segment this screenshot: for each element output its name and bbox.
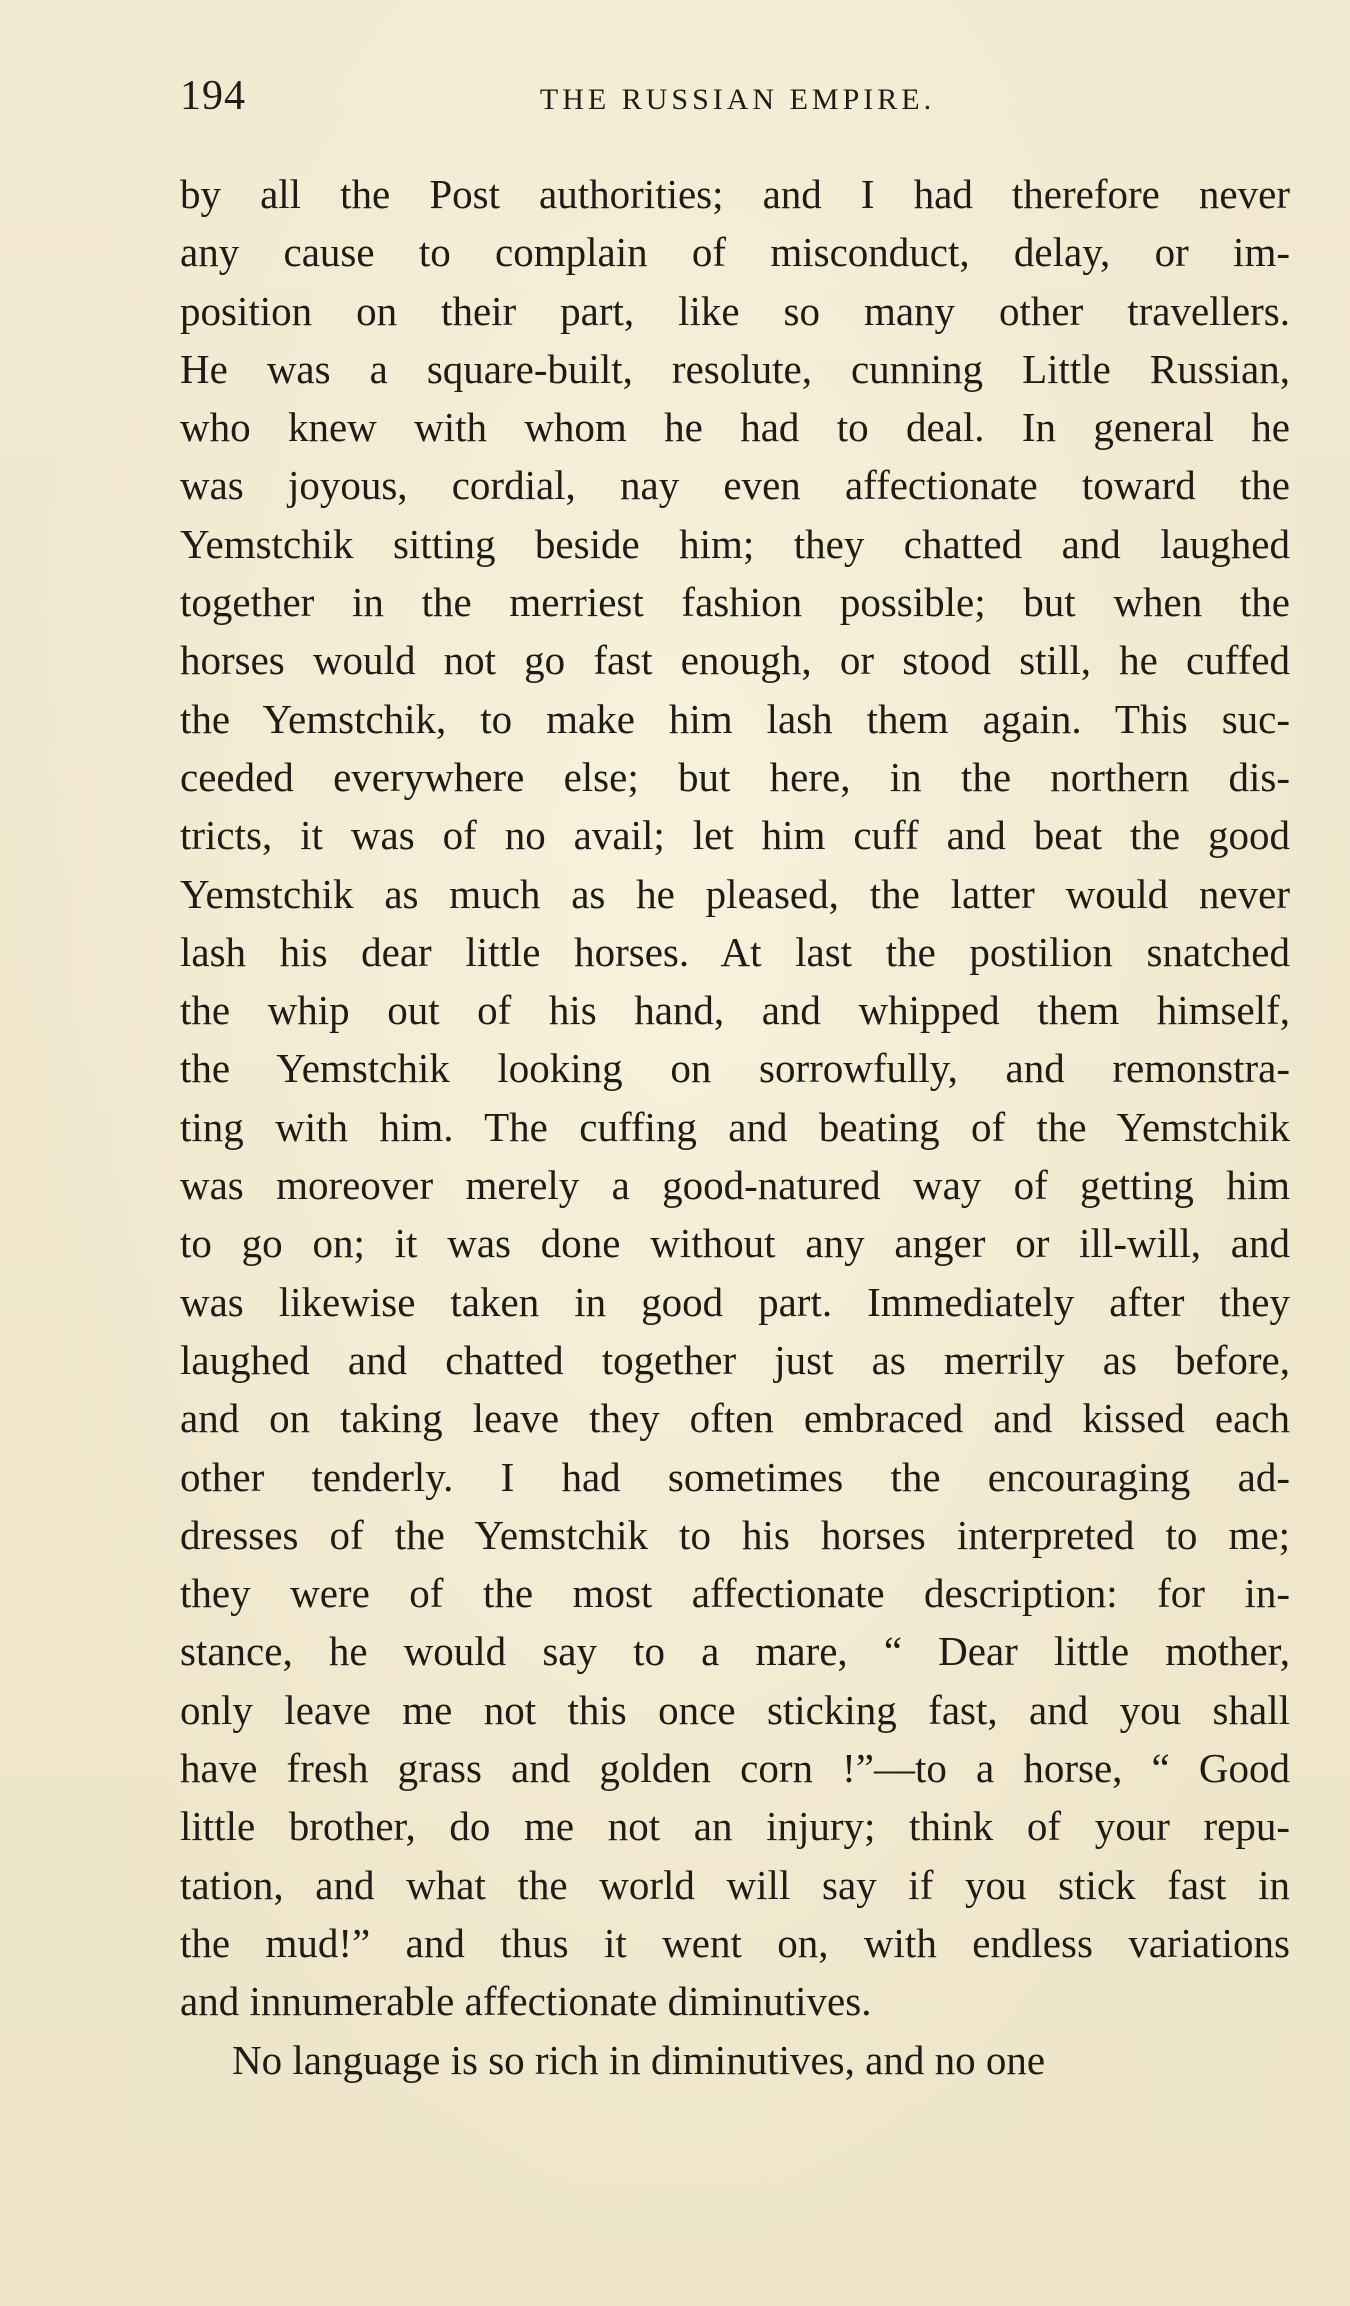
text-line: and innumerable affectionate diminutives. [180,1978,872,2025]
text-line: the mud!” and thus it went on, with endless variations [180,1919,1290,1966]
text-line: laughed and chatted together just as merrily as before, [180,1336,1290,1383]
text-line: dresses of the Yemstchik to his horses interpreted to me; [180,1511,1290,1558]
text-line: who knew with whom he had to deal. In general he [180,404,1290,451]
running-head: THE RUSSIAN EMPIRE. [539,83,936,116]
text-line: was joyous, cordial, nay even affectionate toward the [180,462,1290,509]
text-line: ting with him. The cuffing and beating of the Yemstchik [180,1103,1290,1150]
page-header [180,72,1295,132]
text-line: ceeded everywhere else; but here, in the northern dis- [180,753,1290,800]
text-line: Yemstchik as much as he pleased, the latter would never [180,870,1290,917]
text-line: was moreover merely a good-natured way of getting him [180,1162,1290,1209]
text-line: the Yemstchik, to make him lash them again. This suc- [180,695,1290,742]
text-line: was likewise taken in good part. Immediately after they [180,1278,1290,1325]
text-line: little brother, do me not an injury; think of your repu- [180,1803,1290,1850]
text-line: only leave me not this once sticking fast, and you shall [180,1686,1290,1733]
text-line: the whip out of his hand, and whipped them himself, [180,987,1290,1034]
text-line: the Yemstchik looking on sorrowfully, and remonstra- [180,1045,1290,1092]
text-line: position on their part, like so many other travellers. [180,287,1290,334]
text-line: to go on; it was done without any anger or ill-will, and [180,1220,1290,1267]
text-line: have fresh grass and golden corn !”—to a horse, “ Good [180,1745,1290,1792]
text-line: stance, he would say to a mare, “ Dear little mother, [180,1628,1290,1675]
text-line: they were of the most affectionate description: for in- [180,1570,1290,1617]
body-text [180,165,1290,2089]
text-line: any cause to complain of misconduct, delay, or im- [180,229,1290,276]
page-number: 194 [180,73,246,119]
text-line: other tenderly. I had sometimes the encouraging ad- [180,1453,1290,1500]
text-line: horses would not go fast enough, or stood still, he cuffed [180,637,1290,684]
text-line: by all the Post authorities; and I had therefore never [180,171,1290,217]
text-line: lash his dear little horses. At last the postilion snatched [180,928,1290,975]
text-line: He was a square-built, resolute, cunning Little Russian, [180,345,1290,392]
text-line: tricts, it was of no avail; let him cuff and beat the good [180,812,1290,859]
text-line: Yemstchik sitting beside him; they chatted and laughed [180,520,1290,567]
text-line: and on taking leave they often embraced and kissed each [180,1395,1290,1442]
text-line: No language is so rich in diminutives, and no one [232,2036,1046,2083]
text-line: tation, and what the world will say if you stick fast in [180,1861,1290,1908]
text-line: together in the merriest fashion possible; but when the [180,579,1290,626]
